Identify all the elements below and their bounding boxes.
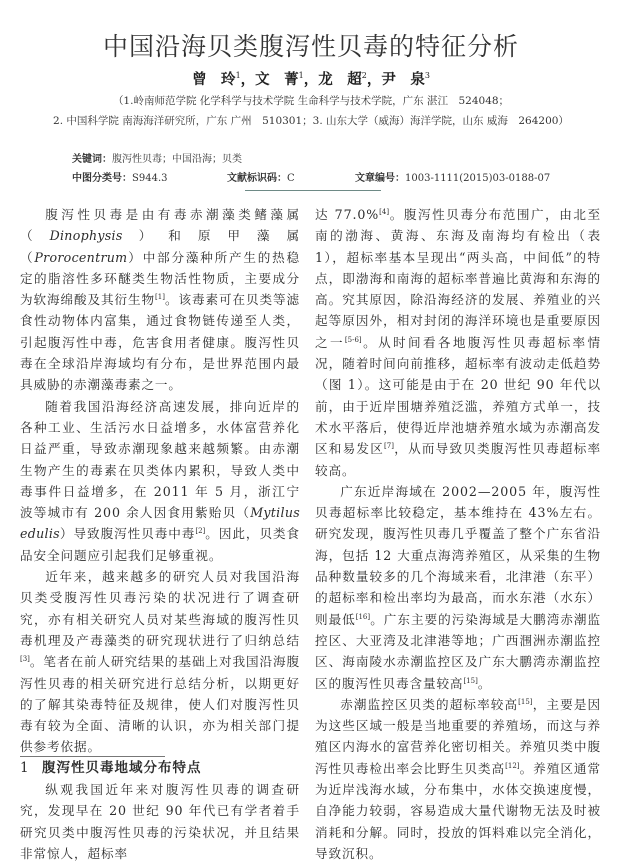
citation[interactable]: [3]: [20, 655, 30, 664]
paragraph-distribution-continued: [315, 204, 601, 481]
paragraph-guangdong: [315, 481, 601, 694]
text: 。因此，贝类食品安全问题应引起我们足够重视。: [20, 526, 301, 563]
paragraph-monitoring-zones: [315, 694, 601, 864]
citation[interactable]: [5-6]: [344, 335, 362, 344]
text: 纵观我国近年来对腹泻性贝毒的调查研究，发现早在 20 世纪 90 年代已有学者着手研究贝类中腹泻性贝毒的污染状况，并且结果非常惊人，超标率: [20, 782, 300, 861]
section-heading: [20, 758, 300, 779]
text: ，主要是因为这些区域一般是当地重要的养殖场，而这与养殖区内海水的富营养化密切相关。养殖贝类中腹泻性贝毒检出率会比野生贝类高: [315, 696, 602, 776]
right-column: [315, 204, 601, 864]
paper-title: 中国沿海贝类腹泻性贝毒的特征分析: [102, 31, 519, 61]
paragraph-intro: [20, 204, 300, 396]
article-number-label: 文章编号：: [355, 173, 405, 184]
citation[interactable]: [16]: [355, 612, 371, 621]
section-number: 1: [20, 759, 30, 776]
text: 赤潮监控区贝类的超标率较高: [340, 696, 519, 712]
affiliation-line-2: 2. 中国科学院 南海海洋研究所，广东 广州 510301；3. 山东大学（威海）海洋学院，山东 威海 264200）: [53, 115, 569, 127]
footnote-divider: [20, 756, 165, 757]
clc-number: [72, 169, 167, 184]
keywords: [72, 150, 242, 165]
author-separator: ，: [303, 71, 319, 88]
paragraph-background: [20, 396, 300, 566]
author-affiliation-mark: 3: [424, 71, 430, 81]
citation[interactable]: [7]: [384, 442, 394, 451]
article-number: [355, 169, 550, 184]
text: 。腹泻性贝毒分布范围广，由北至南的渤海、黄海、东海及南海均有检出（表 1），超标率基本呈现出“两头高，中间低”的特点，即渤海和南海的超标率普遍比黄海和东海的高。究其原因，除沿海经济的发展、养殖业的兴起等原因外，相对封闭的海洋环境也是重要原因之一: [315, 207, 601, 350]
author-name: 尹 泉: [381, 71, 425, 88]
text: ）和原甲藻属（: [20, 228, 300, 265]
genus-name: Prorocentrum: [34, 249, 128, 265]
document-code: [227, 169, 295, 184]
text: 。该毒素可在贝类等滤食性动物体内富集，通过食物链传递至人类，引起腹泻性中毒，危害食用者健康。腹泻性贝毒在全球沿岸海域均有分布，是世界范围内最具威胁的赤潮藻毒素之一。: [20, 292, 301, 393]
text: 腹泻性贝毒是由有毒赤潮藻类鳍藻属（: [20, 207, 300, 244]
author-name: 龙 超: [318, 71, 362, 88]
species-name: Mytilus edulis: [20, 505, 300, 542]
document-code-label: 文献标识码：: [227, 173, 287, 184]
text: 。笔者在前人研究结果的基础上对我国沿海腹泻性贝毒的相关研究进行总结分析，以期更好的了解其染毒特征及规律，使人们对腹泻性贝毒有较为全面、清晰的认识，亦为相关部门提供参考依据。: [20, 654, 300, 755]
author-affiliation-mark: 1: [298, 71, 304, 81]
text: ）导致腹泻性贝毒中毒: [59, 526, 196, 542]
text: ）中部分藻种所产生的热稳定的脂溶性多环醚类生物活性物质，主要成分为软海绵酸及其衍生物: [20, 249, 300, 308]
document-code-value: C: [287, 173, 295, 184]
paragraph-distribution: [20, 779, 300, 864]
citation[interactable]: [15]: [463, 676, 478, 685]
clc-label: 中图分类号：: [72, 173, 132, 184]
citation[interactable]: [1]: [155, 293, 165, 302]
citation[interactable]: [12]: [505, 761, 520, 770]
author-name: 曾 玲: [192, 71, 236, 88]
text: 随着我国沿海经济高速发展，排向近岸的各种工业、生活污水日益增多，水体富营养化日益严重，导致赤潮现象越来越频繁。由赤潮生物产生的毒素在贝类体内累积，导致人类中毒事件日益增多，在 2011 年 5 月，浙江宁波等城市有 200 余人因食用紫贻贝（: [20, 398, 300, 521]
header-divider: [245, 190, 381, 191]
text: ，从而导致贝类腹泻性贝毒超标率较高。: [315, 441, 602, 478]
keywords-label: 关键词：: [72, 154, 112, 165]
text: 广东近岸海域在 2002—2005 年，腹泻性贝毒超标率比较稳定，基本维持在 43%左右。研究发现，腹泻性贝毒几乎覆盖了整个广东省沿海，包括 12 大重点海湾养殖区，从采集的生物品种数量较多的几个海域来看，北津港（东平）的超标率和检出率均为最高，而水东港（水东）则最低: [315, 483, 601, 627]
text: 。广东主要的污染海域是大鹏湾赤潮监控区、大亚湾及北津港等地；广西涠洲赤潮监控区、海南陵水赤潮监控区及广东大鹏湾赤潮监控区的腹泻性贝毒含量较高: [315, 611, 601, 691]
author-name: 文 菁: [255, 71, 299, 88]
text: 。: [477, 675, 492, 691]
author-affiliation-mark: 2: [361, 71, 367, 81]
paragraph-purpose: [20, 566, 300, 758]
genus-name: Dinophysis: [49, 228, 123, 244]
text: 。从时间看各地腹泻性贝毒超标率情况，随着时间向前推移，超标率有波动走低趋势（图 1）。这可能是由于在 20 世纪 90 年代以前，由于近岸围塘养殖泛滥，养殖方式单一，技术水平落后，使得近岸池塘养殖水域为赤潮高发区和易发区: [315, 334, 601, 457]
author-affiliation-mark: 1: [235, 71, 241, 81]
author-list: [0, 68, 622, 89]
text: 。养殖区通常为近岸浅海水域，分布集中，水体交换速度慢，自净能力较弱，容易造成大量代谢物无法及时被消耗和分解。同时，投放的饵料难以完全消化，导致沉积。: [315, 760, 601, 861]
citation[interactable]: [15]: [518, 697, 533, 706]
author-separator: ，: [240, 71, 256, 88]
article-number-value: 1003-1111(2015)03-0188-07: [405, 173, 551, 184]
author-separator: ，: [366, 71, 382, 88]
affiliation-line-1: （1.岭南师范学院 化学科学与技术学院 生命科学与技术学院，广东 湛江 524048；: [112, 95, 510, 107]
citation[interactable]: [2]: [195, 527, 206, 536]
keywords-value: 腹泻性贝毒；中国沿海；贝类: [112, 154, 242, 165]
citation[interactable]: [4]: [379, 208, 390, 216]
clc-value: S944.3: [132, 173, 168, 184]
text: 达 77.0%: [315, 207, 380, 222]
section-title: 腹泻性贝毒地域分布特点: [42, 759, 202, 776]
left-column: [20, 204, 300, 864]
text: 近年来，越来越多的研究人员对我国沿海贝类受腹泻性贝毒污染的状况进行了调查研究，亦有相关研究人员对某些海域的腹泻性贝毒机理及产毒藻类的研究现状进行了归纳总结: [20, 569, 300, 648]
